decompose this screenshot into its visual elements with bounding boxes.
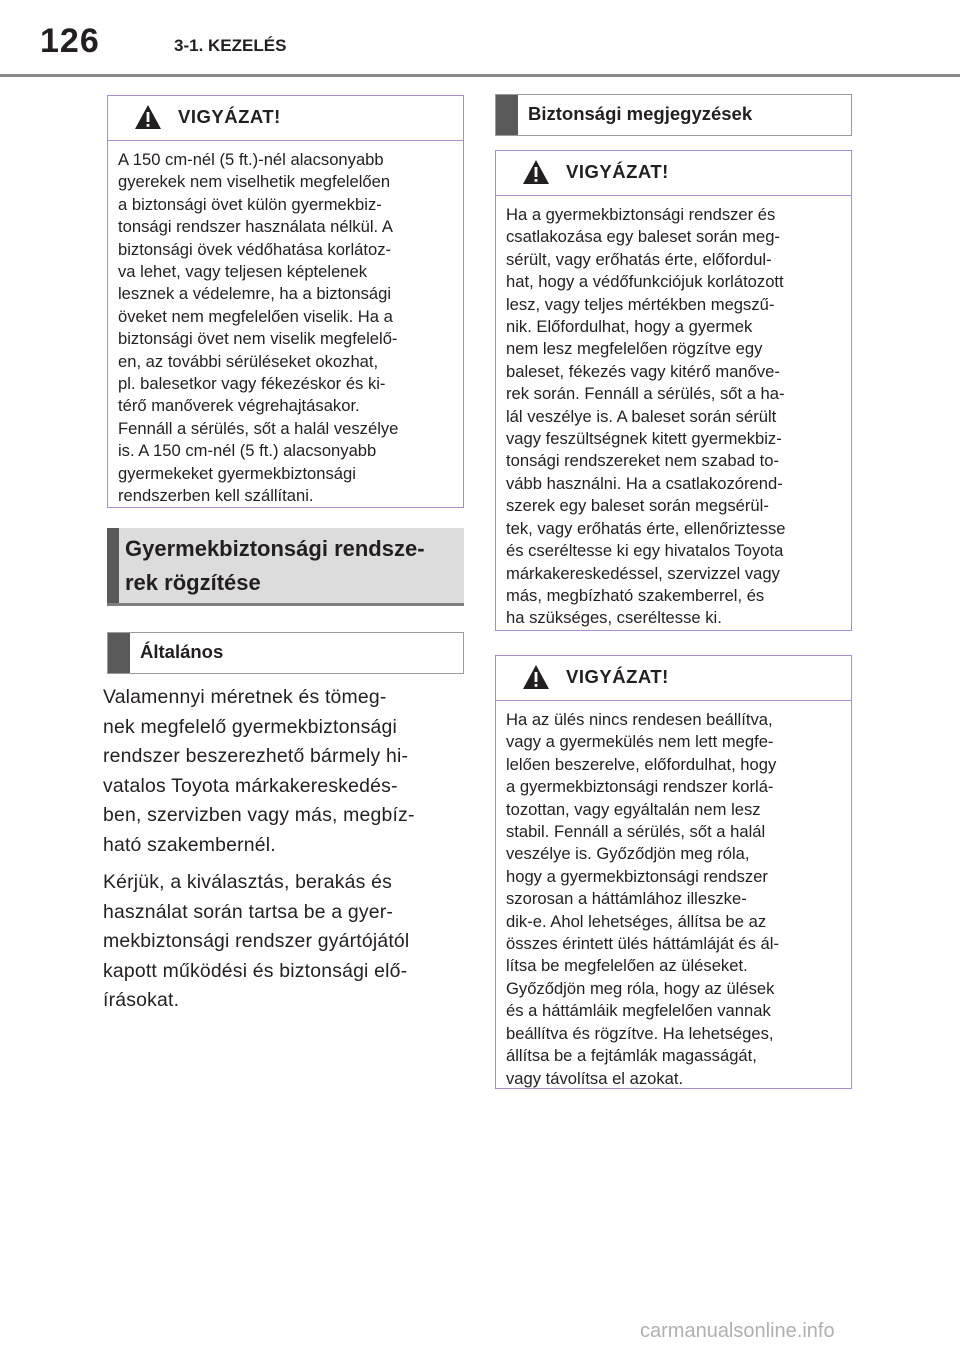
text-line: vatalos Toyota márkakereskedés-: [103, 774, 398, 797]
text-line: veszélye is. Győződjön meg róla,: [506, 844, 750, 864]
page-number: 126: [40, 22, 100, 60]
warning-triangle-icon: [134, 104, 162, 130]
text-line: ható szakembernél.: [103, 833, 276, 856]
text-line: tonsági rendszereket nem szabad to-: [506, 451, 780, 471]
warning-text: [496, 701, 851, 1090]
text-line: rek során. Fennáll a sérülés, sőt a ha-: [506, 384, 785, 404]
text-line: tek, vagy erőhatás érte, ellenőriztesse: [506, 518, 786, 538]
warning-box-damaged-restraint: [495, 150, 852, 631]
paragraph: [103, 683, 468, 860]
text-line: pl. balesetkor vagy fékezéskor és ki-: [118, 374, 386, 394]
text-line: a biztonsági övet külön gyermekbiz-: [118, 194, 382, 214]
text-line: öveket nem megfelelően viselik. Ha a: [118, 306, 393, 326]
text-line: dik-e. Ahol lehetséges, állítsa be az: [506, 911, 767, 931]
text-line: A 150 cm-nél (5 ft.)-nél alacsonyabb: [118, 150, 384, 169]
text-line: a gyermekbiztonsági rendszer korlá-: [506, 777, 774, 797]
heading-line: Gyermekbiztonsági rendsze-: [125, 536, 425, 561]
text-line: tozottan, vagy egyáltalán nem lesz: [506, 799, 761, 819]
text-line: gyerekek nem viselhetik megfelelően: [118, 172, 391, 192]
page-header: [0, 0, 960, 80]
warning-box-seat-adjustment: [495, 655, 852, 1089]
text-line: rendszerben kell szállítani.: [118, 486, 314, 506]
text-line: biztonsági övek védőhatása korlátoz-: [118, 239, 392, 259]
warning-text: [496, 196, 851, 630]
warning-text: [108, 141, 463, 508]
subheading-bar: [496, 95, 518, 135]
text-line: lesznek a védelemre, ha a biztonsági: [118, 284, 392, 304]
text-line: ha szükséges, cseréltesse ki.: [506, 608, 722, 628]
text-line: sérült, vagy erőhatás érte, előfordul-: [506, 249, 772, 269]
text-line: va lehet, vagy teljesen képtelenek: [118, 262, 368, 282]
text-line: Valamennyi méretnek és tömeg-: [103, 686, 387, 708]
text-line: is. A 150 cm-nél (5 ft.) alacsonyabb: [118, 441, 377, 461]
text-line: lelően beszerelve, előfordulhat, hogy: [506, 754, 777, 774]
text-line: nek megfelelő gyermekbiztonsági: [103, 715, 397, 738]
text-line: lítsa be megfelelően az üléseket.: [506, 956, 748, 976]
text-line: nik. Előfordulhat, hogy a gyermek: [506, 317, 753, 337]
warning-triangle-icon: [522, 159, 550, 185]
text-line: gyermekeket gyermekbiztonsági: [118, 463, 356, 483]
section-heading: [107, 528, 464, 606]
text-line: tonsági rendszer használata nélkül. A: [118, 217, 393, 237]
body-text: [103, 683, 468, 1024]
text-line: nem lesz megfelelően rögzítve egy: [506, 339, 763, 359]
text-line: lál veszélye is. A baleset során sérült: [506, 406, 777, 426]
text-line: lesz, vagy teljes mértékben megszű-: [506, 294, 775, 314]
text-line: mekbiztonsági rendszer gyártójától: [103, 930, 410, 952]
paragraph: [103, 868, 468, 1016]
section-title: 3-1. KEZELÉS: [174, 36, 287, 55]
heading-line: rek rögzítése: [125, 570, 261, 595]
text-line: baleset, fékezés vagy kitérő manőve-: [506, 361, 780, 381]
warning-title: VIGYÁZAT!: [178, 106, 281, 127]
subheading-general: [107, 632, 464, 674]
text-line: beállítva és rögzítve. Ha lehetséges,: [506, 1023, 774, 1043]
text-line: vagy a gyermekülés nem lett megfe-: [506, 732, 774, 752]
text-line: hogy a gyermekbiztonsági rendszer: [506, 866, 768, 886]
text-line: csatlakozása egy baleset során meg-: [506, 227, 780, 247]
text-line: és a háttámláik megfelelően vannak: [506, 1001, 771, 1021]
text-line: és cseréltesse ki egy hivatalos Toyota: [506, 541, 784, 561]
text-line: szerek egy baleset során megsérül-: [506, 496, 769, 516]
text-line: írásokat.: [103, 989, 180, 1011]
header-divider: [0, 74, 960, 77]
warning-title: VIGYÁZAT!: [566, 161, 669, 182]
text-line: hat, hogy a védőfunkciójuk korlátozott: [506, 272, 784, 292]
warning-header: [108, 96, 463, 141]
watermark: carmanualsonline.info: [640, 1320, 835, 1342]
subheading-bar: [108, 633, 130, 673]
text-line: Fennáll a sérülés, sőt a halál veszélye: [118, 418, 399, 438]
text-line: Győződjön meg róla, hogy az ülések: [506, 978, 775, 998]
subheading-text: Biztonsági megjegyzések: [528, 103, 753, 124]
text-line: állítsa be a fejtámlák magasságát,: [506, 1046, 757, 1066]
text-line: térő manőverek végrehajtásakor.: [118, 396, 360, 416]
warning-header: [496, 151, 851, 196]
warning-header: [496, 656, 851, 701]
text-line: más, megbízható szakemberrel, és: [506, 585, 765, 605]
text-line: használat során tartsa be a gyer-: [103, 900, 394, 923]
text-line: ben, szervizben vagy más, megbíz-: [103, 804, 415, 826]
text-line: vagy feszültségnek kitett gyermekbiz-: [506, 429, 782, 449]
section-heading-text: [125, 532, 425, 600]
warning-box-child-height: [107, 95, 464, 508]
text-line: vagy távolítsa el azokat.: [506, 1068, 684, 1088]
text-line: vább használni. Ha a csatlakozórend-: [506, 473, 783, 493]
subheading-text: Általános: [140, 641, 224, 662]
warning-triangle-icon: [522, 664, 550, 690]
text-line: márkakereskedéssel, szervizzel vagy: [506, 563, 780, 583]
warning-title: VIGYÁZAT!: [566, 666, 669, 687]
text-line: biztonsági övet nem viselik megfelelő-: [118, 329, 398, 349]
text-line: Kérjük, a kiválasztás, berakás és: [103, 871, 392, 893]
text-line: Ha az ülés nincs rendesen beállítva,: [506, 710, 773, 729]
text-line: en, az további sérüléseket okozhat,: [118, 351, 379, 371]
text-line: stabil. Fennáll a sérülés, sőt a halál: [506, 822, 766, 842]
subheading-safety-notes: [495, 94, 852, 136]
text-line: Ha a gyermekbiztonsági rendszer és: [506, 205, 776, 224]
text-line: kapott működési és biztonsági elő-: [103, 959, 408, 982]
text-line: rendszer beszerezhető bármely hi-: [103, 745, 409, 767]
heading-bar: [107, 528, 119, 603]
text-line: szorosan a háttámlához illeszke-: [506, 889, 747, 909]
text-line: összes érintett ülés háttámláját és ál-: [506, 934, 780, 954]
